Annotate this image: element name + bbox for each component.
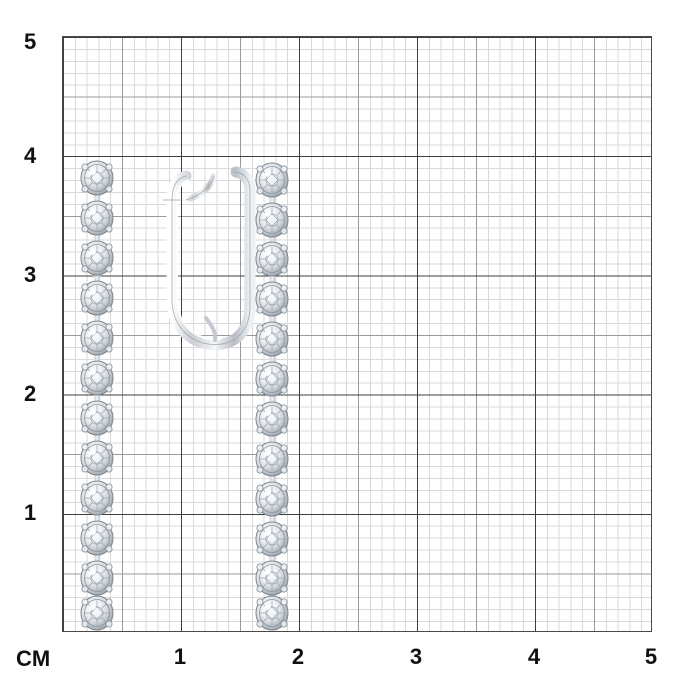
y-axis-tick-1: 1 [24,500,37,525]
x-axis-tick-1: 1 [173,644,187,669]
y-axis-tick-5: 5 [24,29,37,54]
y-axis-tick-4: 4 [24,143,37,168]
x-axis-tick-2: 2 [291,644,305,669]
y-axis-tick-2: 2 [24,381,37,406]
grid-centimeter-lines [63,37,651,631]
x-axis-tick-4: 4 [527,644,541,669]
y-axis-tick-3: 3 [24,262,37,287]
x-axis-tick-3: 3 [409,644,423,669]
measurement-grid [62,36,652,632]
x-axis-tick-5: 5 [644,644,658,669]
unit-label-cm: CM [16,646,51,671]
